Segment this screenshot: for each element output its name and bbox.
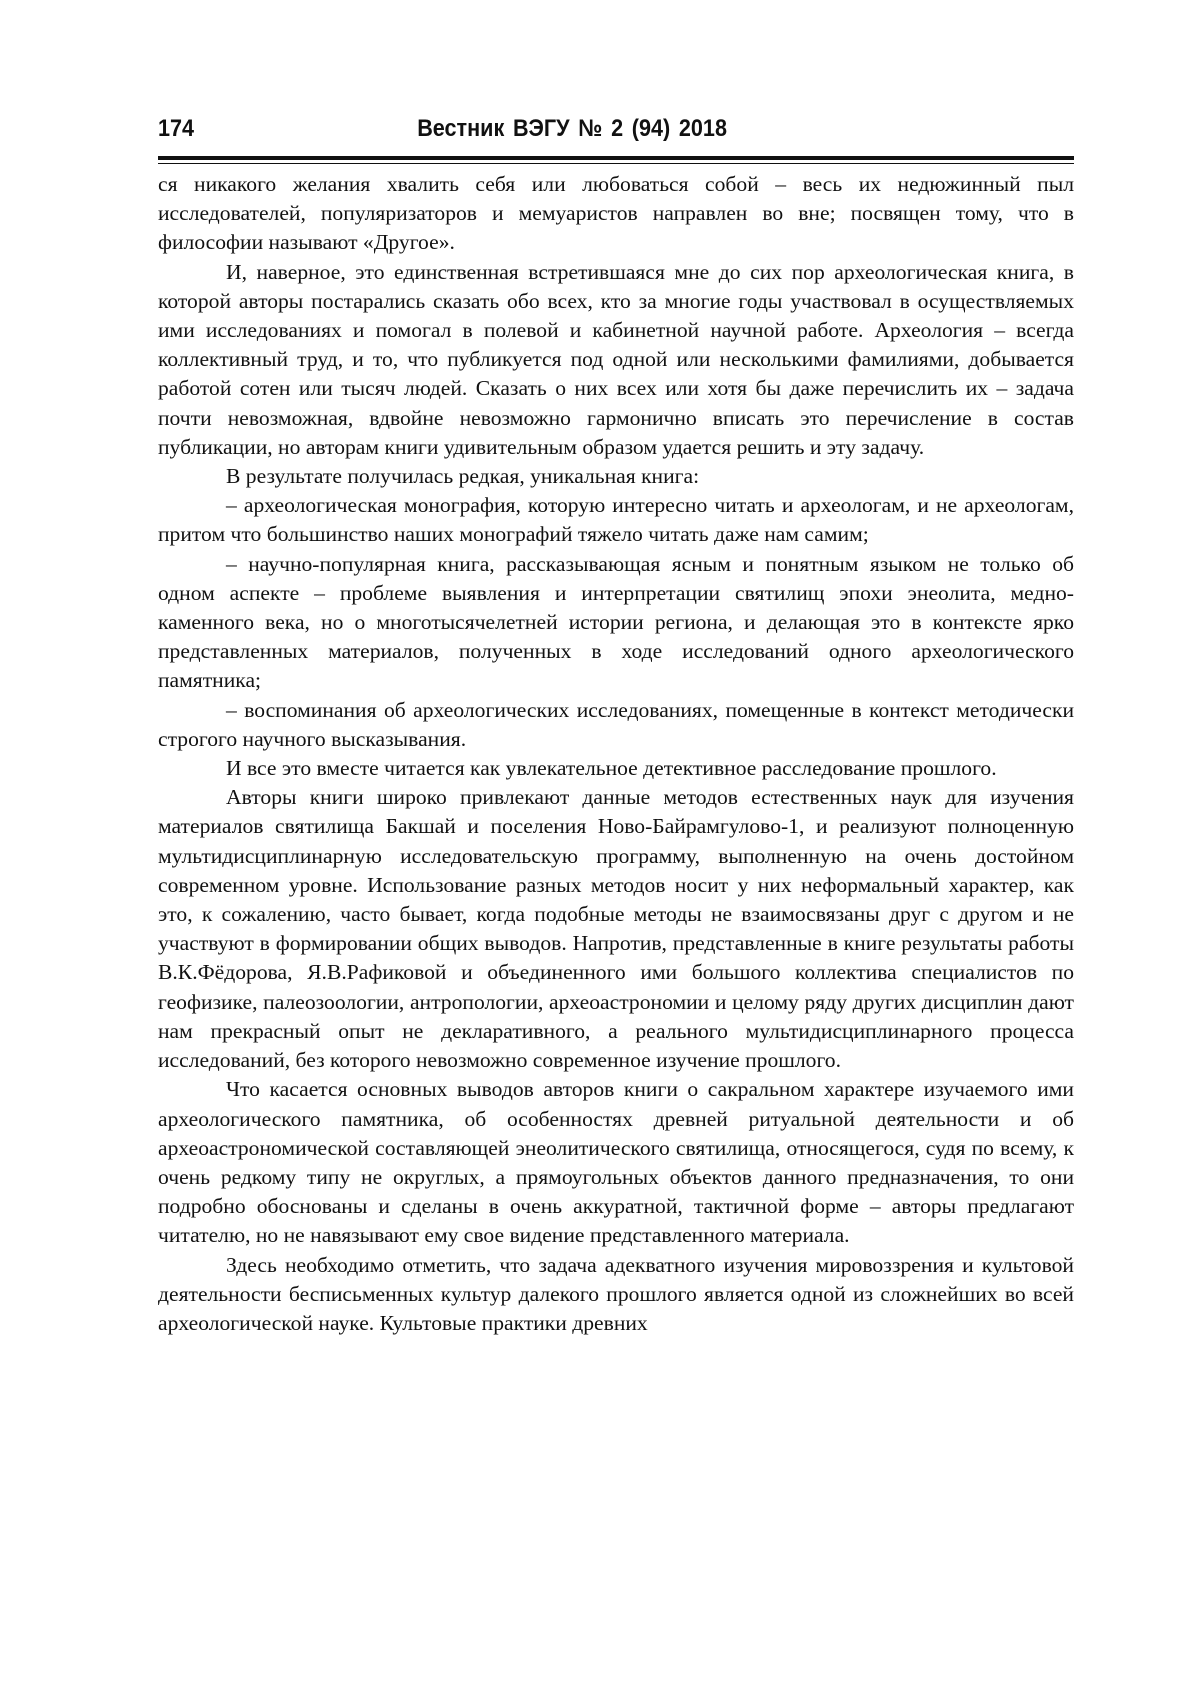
running-header xyxy=(158,108,982,150)
list-item-paragraph: – археологическая монография, которую интересно читать и археологам, и не археологам, притом что большинство наших монографий тяжело читать даже нам самим; xyxy=(158,493,1074,547)
list-item-paragraph: – воспоминания об археологических исследованиях, помещенные в контекст методически строгого научного высказывания. xyxy=(158,697,1074,751)
paragraph-continuation: ся никакого желания хвалить себя или любоваться собой – весь их недюжинный пыл исследователей, популяризаторов и мемуаристов направлен во вне; посвящен тому, что в философии называют «Другое». xyxy=(158,172,1074,255)
paragraph: И, наверное, это единственная встретившаяся мне до сих пор археологическая книга, в которой авторы постарались сказать обо всех, кто за многие годы участвовал в осуществляемых ими исследованиях и помогал в полевой и кабинетной научной работе. Археология – всегда коллективный труд, и то, что публикуется под одной или несколькими фамилиями, добывается работой сотен или тысяч людей. Сказать о них всех или хотя бы даже перечислить их – задача почти невозможная, вдвойне невозможно гармонично вписать это перечисление в состав публикации, но авторам книги удивительным образом удается решить и эту задачу. xyxy=(158,259,1074,459)
journal-title: Вестник ВЭГУ № 2 (94) 2018 xyxy=(417,115,727,142)
paragraph: И все это вместе читается как увлекательное детективное расследование прошлого. xyxy=(226,756,997,781)
list-item-paragraph: – научно-популярная книга, рассказывающая ясным и понятным языком не только об одном аспекте – проблеме выявления и интерпретации святилищ эпохи энеолита, медно-каменного века, но о многотысячелетней истории региона, и делающая это в контексте ярко представленных материалов, полученных в ходе исследований одного археологического памятника; xyxy=(158,551,1074,693)
page-number: 174 xyxy=(158,115,195,142)
paragraph: Что касается основных выводов авторов книги о сакральном характере изучаемого ими археологического памятника, об особенностях древней ритуальной деятельности и об археоастрономической составляющей энеолитического святилища, относящегося, судя по всему, к очень редкому типу не округлых, а прямоугольных объектов данного предназначения, то они подробно обоснованы и сделаны в очень аккуратной, тактичной форме – авторы предлагают читателю, но не навязывают ему свое видение представленного материала. xyxy=(158,1077,1074,1248)
header-rule-thin xyxy=(158,163,1074,164)
paragraph: Авторы книги широко привлекают данные методов естественных наук для изучения материалов святилища Бакшай и поселения Ново-Байрамгулово-1, и реализуют полноценную мультидисциплинарную исследовательскую программу, выполненную на очень достойном современном уровне. Использование разных методов носит у них неформальный характер, как это, к сожалению, часто бывает, когда подобные методы не взаимосвязаны друг с другом и не участвуют в формировании общих выводов. Напротив, представленные в книге результаты работы В.К.Фёдорова, Я.В.Рафиковой и объединенного ими большого коллектива специалистов по геофизике, палеозоологии, антропологии, археоастрономии и целому ряду других дисциплин дают нам прекрасный опыт не декларативного, а реального мультидисциплинарного процесса исследований, без которого невозможно современное изучение прошлого. xyxy=(158,785,1074,1073)
article-body xyxy=(158,170,1074,1338)
paragraph: В результате получилась редкая, уникальная книга: xyxy=(226,464,700,489)
paragraph: Здесь необходимо отметить, что задача адекватного изучения мировоззрения и культовой деятельности бесписьменных культур далекого прошлого является одной из сложнейших во всей археологической науке. Культовые практики древних xyxy=(158,1252,1074,1335)
journal-page xyxy=(158,108,1074,1338)
header-rule-thick xyxy=(158,156,1074,160)
